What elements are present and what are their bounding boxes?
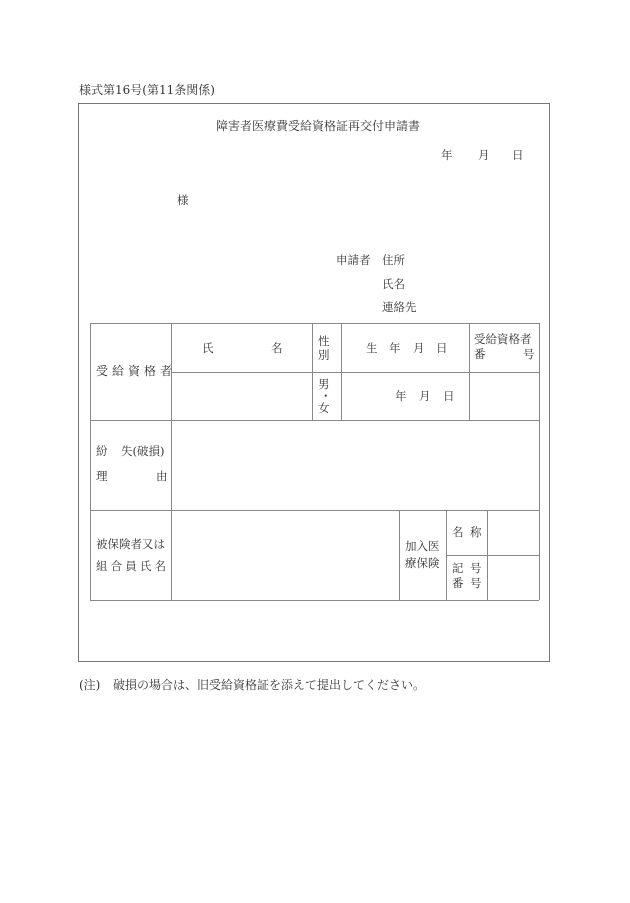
- loss-reason-label-2a: 理: [96, 469, 108, 483]
- sex-header-line2: 別: [318, 348, 330, 362]
- insured-name-label-line1: 被保険者又は: [96, 537, 165, 551]
- sex-option-separator: ・: [320, 389, 332, 403]
- recipient-number-header-left: 番: [474, 347, 486, 361]
- addressee-suffix: 様: [177, 193, 189, 207]
- recipient-name-field[interactable]: [172, 373, 311, 419]
- applicant-contact-label: 連絡先: [382, 300, 417, 314]
- birthdate-year-label: 年: [395, 389, 407, 403]
- name-header-right: 名: [271, 341, 283, 355]
- recipient-header: 受給資格者: [96, 364, 177, 378]
- table-rule: [341, 323, 342, 420]
- form-number: 様式第16号(第11条関係): [79, 83, 215, 97]
- table-border-left: [90, 323, 91, 600]
- insurance-number-label-a: 番: [452, 576, 464, 590]
- note-text: 破損の場合は、旧受給資格証を添えて提出してください。: [113, 678, 426, 692]
- birthdate-header-char: 月: [413, 341, 425, 355]
- insured-name-label-line2: [96, 561, 166, 573]
- sex-option-male[interactable]: 男: [318, 377, 330, 391]
- birthdate-header-char: 日: [436, 341, 448, 355]
- insurance-number-label-b: 号: [470, 576, 482, 590]
- birthdate-month-label: 月: [419, 389, 431, 403]
- table-rule: [446, 510, 447, 600]
- insurance-symbol-number-field[interactable]: [488, 556, 538, 599]
- applicant-label: 申請者: [336, 253, 371, 267]
- loss-reason-field[interactable]: [172, 421, 538, 509]
- table-border-right: [539, 323, 540, 600]
- insurance-name-label-a: 名: [452, 525, 464, 539]
- sex-header-line1: 性: [318, 334, 330, 348]
- insurance-label-line1: 加入医: [405, 539, 440, 553]
- name-header-left: 氏: [202, 341, 214, 355]
- birthdate-header-char: 生: [366, 341, 378, 355]
- date-month-label: 月: [478, 148, 490, 162]
- table-border-bottom: [90, 600, 539, 601]
- loss-reason-label-1b: 失(破損): [121, 444, 165, 458]
- form-title: 障害者医療費受給資格証再交付申請書: [216, 119, 421, 133]
- date-day-label: 日: [512, 148, 524, 162]
- insurance-name-label-b: 称: [470, 525, 482, 539]
- note-prefix: (注): [79, 678, 101, 692]
- loss-reason-label-2b: 由: [156, 469, 168, 483]
- applicant-name-label: 氏名: [382, 277, 405, 291]
- label-char: 合: [110, 559, 123, 573]
- table-rule: [399, 510, 400, 600]
- table-rule: [312, 323, 313, 420]
- date-year-label: 年: [441, 148, 453, 162]
- label-char: 員: [125, 559, 137, 573]
- insurance-label-line2: 療保険: [405, 556, 440, 570]
- label-char: 組: [96, 559, 108, 573]
- label-char: 氏: [139, 559, 152, 573]
- table-border-top: [90, 323, 539, 324]
- birthdate-day-label: 日: [443, 389, 455, 403]
- loss-reason-label-1a: 紛: [96, 444, 108, 458]
- insured-name-field[interactable]: [172, 511, 398, 599]
- insurance-symbol-label-a: 記: [452, 561, 464, 575]
- insurance-symbol-label-b: 号: [470, 561, 482, 575]
- recipient-number-header-right: 号: [523, 347, 535, 361]
- recipient-number-field[interactable]: [470, 373, 538, 419]
- label-char: 名: [154, 559, 166, 573]
- birthdate-header-char: 年: [389, 341, 401, 355]
- applicant-address-label: 住所: [382, 253, 405, 267]
- recipient-number-header-line1: 受給資格者: [474, 332, 532, 346]
- sex-option-female[interactable]: 女: [318, 401, 330, 415]
- insurance-name-field[interactable]: [488, 511, 538, 554]
